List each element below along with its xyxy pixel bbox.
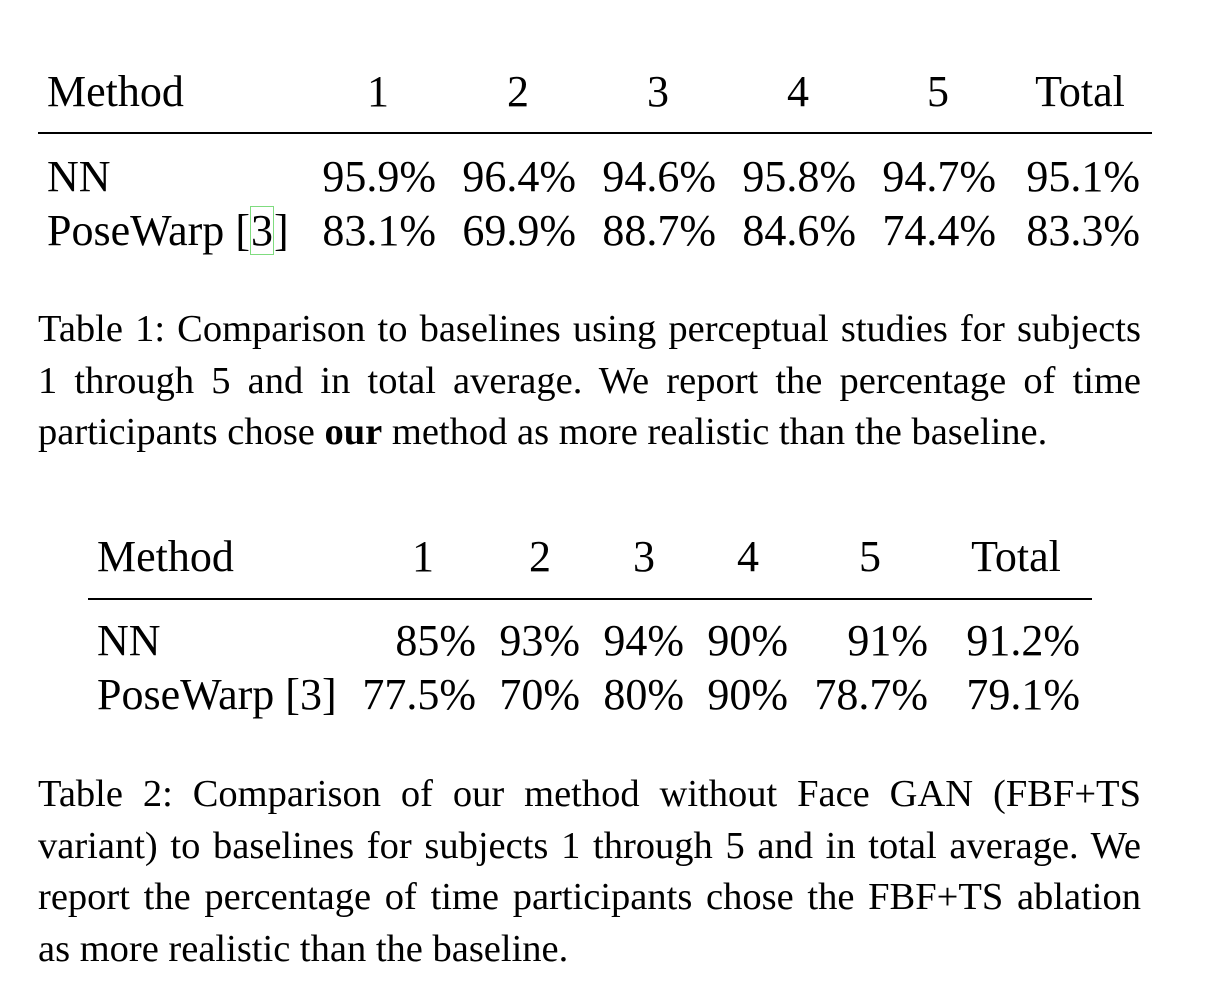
table-cell: 90% xyxy=(707,670,788,719)
column-header-subject-1: 1 xyxy=(358,535,488,599)
table-cell: 83.3% xyxy=(1026,206,1140,255)
table-cell: 83.1% xyxy=(322,206,436,255)
column-header-subject-4: 4 xyxy=(728,70,868,133)
table-cell: 91.2% xyxy=(966,616,1080,665)
table-2-caption xyxy=(38,769,1141,975)
table-cell: 91% xyxy=(847,616,928,665)
caption-text: Comparison to baselines using perceptual studies for subjects 1 through 5 and in total average. We report the percentage of time participants chose xyxy=(38,308,1141,453)
table-cell: 96.4% xyxy=(462,152,576,201)
column-header-subject-3: 3 xyxy=(588,70,728,133)
table-row xyxy=(88,668,1092,722)
table-cell: 95.1% xyxy=(1026,152,1140,201)
table-cell: 94.6% xyxy=(602,152,716,201)
table-cell: 94.7% xyxy=(882,152,996,201)
table-1 xyxy=(38,67,1152,258)
table-cell: 80% xyxy=(603,670,684,719)
table-cell: 95.9% xyxy=(322,152,436,201)
column-header-total: Total xyxy=(940,535,1092,599)
table-cell: 74.4% xyxy=(882,206,996,255)
column-header-subject-5: 5 xyxy=(868,70,1008,133)
table-2-header-row xyxy=(88,535,1092,599)
caption-text: Comparison of our method without Face GAN (FBF+TS variant) to baselines for subjects 1 through 5 and in total average. We report the percentage of time participants chose the FBF+TS ablation as more realistic than the baseline. xyxy=(38,773,1141,970)
table-1-header-row xyxy=(38,70,1152,133)
column-header-subject-2: 2 xyxy=(488,535,592,599)
table-row xyxy=(88,599,1092,668)
method-name: PoseWarp xyxy=(47,206,236,255)
table-row xyxy=(38,204,1152,258)
method-name: NN xyxy=(47,152,111,201)
column-header-method: Method xyxy=(88,535,358,599)
table-1-caption xyxy=(38,304,1141,459)
column-header-subject-5: 5 xyxy=(800,535,940,599)
table-cell: 70% xyxy=(499,670,580,719)
table-cell: 93% xyxy=(499,616,580,665)
method-name-cell: PoseWarp [3] xyxy=(47,206,289,255)
table-cell: 79.1% xyxy=(966,670,1080,719)
column-header-subject-3: 3 xyxy=(592,535,696,599)
table-cell: 85% xyxy=(395,616,476,665)
column-header-subject-4: 4 xyxy=(696,535,800,599)
table-cell: 69.9% xyxy=(462,206,576,255)
method-name: PoseWarp [3] xyxy=(97,670,337,719)
caption-text: method as more realistic than the baseline. xyxy=(382,411,1048,453)
table-cell: 88.7% xyxy=(602,206,716,255)
table-cell: 90% xyxy=(707,616,788,665)
caption-label: Table 2: xyxy=(38,773,173,815)
column-header-subject-2: 2 xyxy=(448,70,588,133)
table-cell: 94% xyxy=(603,616,684,665)
table-cell: 84.6% xyxy=(742,206,856,255)
caption-label: Table 1: xyxy=(38,308,166,350)
citation-link[interactable]: 3 xyxy=(250,206,273,255)
column-header-method: Method xyxy=(38,70,308,133)
column-header-total: Total xyxy=(1008,70,1152,133)
table-cell: 77.5% xyxy=(362,670,476,719)
table-row xyxy=(38,133,1152,204)
column-header-subject-1: 1 xyxy=(308,70,448,133)
table-cell: 95.8% xyxy=(742,152,856,201)
table-2 xyxy=(88,532,1092,722)
caption-bold-text: our xyxy=(324,411,383,453)
method-name: NN xyxy=(97,616,161,665)
table-cell: 78.7% xyxy=(814,670,928,719)
